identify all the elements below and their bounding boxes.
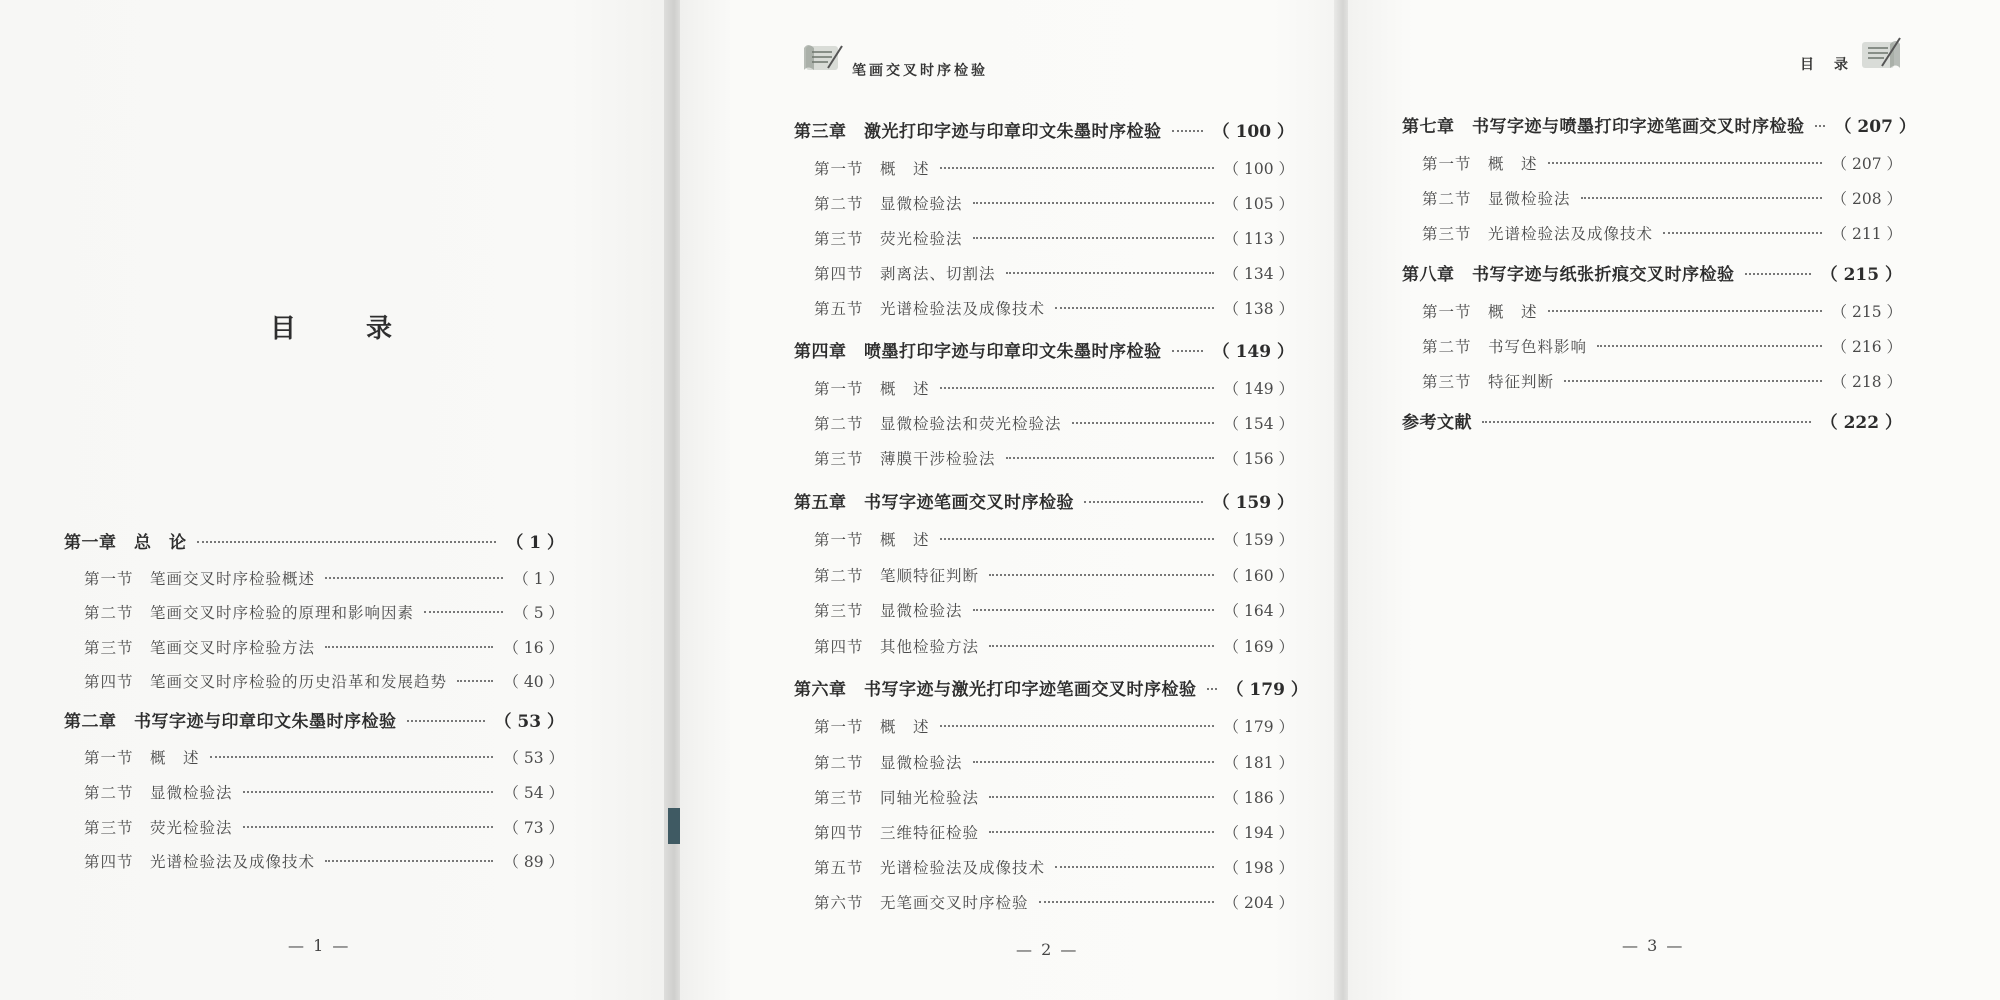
toc-entry[interactable] <box>814 635 1294 657</box>
entry-page: （ 138 ） <box>1223 300 1294 318</box>
leader-dots <box>940 725 1214 727</box>
entry-page: （ 134 ） <box>1223 265 1294 283</box>
entry-label: 第八章 书写字迹与纸张折痕交叉时序检验 <box>1402 265 1735 285</box>
entry-label: 第三节 显微检验法 <box>814 602 963 620</box>
toc-entry[interactable] <box>814 227 1294 249</box>
leader-dots <box>989 645 1214 647</box>
entry-label: 第三节 笔画交叉时序检验方法 <box>84 639 316 657</box>
entry-page: （ 89 ） <box>503 853 564 871</box>
entry-label: 第七章 书写字迹与喷墨打印字迹笔画交叉时序检验 <box>1402 117 1805 137</box>
entry-page: （ 1 ） <box>506 533 564 553</box>
toc-entry[interactable] <box>64 707 564 732</box>
entry-label: 第二节 显微检验法和荧光检验法 <box>814 415 1062 433</box>
entry-page: （ 16 ） <box>503 639 564 657</box>
entry-label: 参考文献 <box>1402 413 1472 433</box>
toc-entry[interactable] <box>84 816 564 838</box>
leader-dots <box>1663 232 1822 234</box>
entry-label: 第六节 无笔画交叉时序检验 <box>814 894 1029 912</box>
toc-entry[interactable] <box>84 746 564 768</box>
page-number: — 2 — <box>1016 940 1079 959</box>
toc-entry[interactable] <box>814 564 1294 586</box>
entry-label: 第四节 其他检验方法 <box>814 638 980 656</box>
entry-page: （ 179 ） <box>1226 680 1308 700</box>
entry-page: （ 164 ） <box>1223 602 1294 620</box>
entry-label: 第三节 同轴光检验法 <box>814 789 980 807</box>
entry-page: （ 40 ） <box>503 673 564 691</box>
toc-entry[interactable] <box>794 675 1308 700</box>
leader-dots <box>243 826 494 828</box>
leader-dots <box>1084 501 1203 503</box>
page-number: — 3 — <box>1622 936 1685 955</box>
quill-scroll-icon <box>1856 34 1904 78</box>
entry-page: （ 73 ） <box>503 819 564 837</box>
leader-dots <box>1548 310 1822 312</box>
leader-dots <box>1815 125 1825 127</box>
entry-label: 第三节 特征判断 <box>1422 373 1555 391</box>
entry-page: （ 156 ） <box>1223 450 1294 468</box>
entry-label: 第一节 概 述 <box>814 160 930 178</box>
toc-entry[interactable] <box>1422 187 1902 209</box>
running-header: 目 录 <box>1800 57 1851 73</box>
entry-label: 第一节 概 述 <box>814 718 930 736</box>
entry-label: 第二节 显微检验法 <box>814 754 963 772</box>
entry-page: （ 54 ） <box>503 784 564 802</box>
leader-dots <box>940 167 1214 169</box>
entry-page: （ 215 ） <box>1831 303 1902 321</box>
entry-page: （ 5 ） <box>513 604 564 622</box>
leader-dots <box>1207 688 1217 690</box>
toc-title: 目 录 <box>270 314 415 344</box>
leader-dots <box>1039 901 1214 903</box>
entry-label: 第三章 激光打印字迹与印章印文朱墨时序检验 <box>794 122 1162 142</box>
page-2 <box>680 0 1340 1000</box>
entry-label: 第四节 三维特征检验 <box>814 824 980 842</box>
entry-page: （ 218 ） <box>1831 373 1902 391</box>
leader-dots <box>325 646 493 648</box>
entry-label: 第一节 概 述 <box>814 380 930 398</box>
entry-page: （ 154 ） <box>1223 415 1294 433</box>
leader-dots <box>197 541 497 543</box>
toc-entry[interactable] <box>814 751 1294 773</box>
entry-page: （ 100 ） <box>1212 122 1294 142</box>
toc-entry[interactable] <box>814 786 1294 808</box>
leader-dots <box>989 796 1214 798</box>
leader-dots <box>989 831 1214 833</box>
entry-page: （ 204 ） <box>1223 894 1294 912</box>
leader-dots <box>1172 350 1203 352</box>
entry-page: （ 208 ） <box>1831 190 1902 208</box>
entry-page: （ 211 ） <box>1831 225 1902 243</box>
leader-dots <box>1482 421 1811 423</box>
leader-dots <box>1597 345 1822 347</box>
toc-entry[interactable] <box>814 528 1294 550</box>
toc-entry[interactable] <box>814 297 1294 319</box>
leader-dots <box>1006 457 1214 459</box>
leader-dots <box>1581 197 1822 199</box>
toc-entry[interactable] <box>794 337 1294 362</box>
entry-label: 第一节 概 述 <box>1422 155 1538 173</box>
entry-label: 第一章 总 论 <box>64 533 187 553</box>
toc-entry[interactable] <box>64 528 564 553</box>
entry-label: 第三节 荧光检验法 <box>814 230 963 248</box>
leader-dots <box>1072 422 1214 424</box>
page-1 <box>0 0 672 1000</box>
toc-entry[interactable] <box>814 377 1294 399</box>
page-3 <box>1348 0 2000 1000</box>
entry-label: 第二节 笔画交叉时序检验的原理和影响因素 <box>84 604 415 622</box>
entry-label: 第四节 笔画交叉时序检验的历史沿革和发展趋势 <box>84 673 448 691</box>
toc-entry[interactable] <box>84 850 564 872</box>
toc-entry[interactable] <box>794 488 1294 513</box>
toc-entry[interactable] <box>1422 370 1902 392</box>
entry-page: （ 159 ） <box>1212 493 1294 513</box>
toc-entry[interactable] <box>84 601 564 623</box>
leader-dots <box>973 761 1214 763</box>
toc-entry[interactable] <box>814 447 1294 469</box>
entry-page: （ 1 ） <box>513 570 564 588</box>
entry-page: （ 181 ） <box>1223 754 1294 772</box>
leader-dots <box>989 574 1214 576</box>
entry-label: 第二节 显微检验法 <box>814 195 963 213</box>
entry-page: （ 222 ） <box>1820 413 1902 433</box>
toc-entry[interactable] <box>1402 112 1916 137</box>
entry-page: （ 105 ） <box>1223 195 1294 213</box>
entry-page: （ 186 ） <box>1223 789 1294 807</box>
entry-label: 第四节 剥离法、切割法 <box>814 265 996 283</box>
entry-label: 第二节 显微检验法 <box>1422 190 1571 208</box>
entry-label: 第三节 薄膜干涉检验法 <box>814 450 996 468</box>
toc-entry[interactable] <box>84 781 564 803</box>
toc-entry[interactable] <box>1422 335 1902 357</box>
entry-page: （ 198 ） <box>1223 859 1294 877</box>
entry-label: 第二节 书写色料影响 <box>1422 338 1588 356</box>
toc-entry[interactable] <box>814 599 1294 621</box>
leader-dots <box>1006 272 1214 274</box>
leader-dots <box>1548 162 1822 164</box>
toc-entry[interactable] <box>794 117 1294 142</box>
entry-page: （ 179 ） <box>1223 718 1294 736</box>
entry-label: 第三节 荧光检验法 <box>84 819 233 837</box>
entry-page: （ 113 ） <box>1223 230 1294 248</box>
entry-label: 第五章 书写字迹笔画交叉时序检验 <box>794 493 1074 513</box>
leader-dots <box>1745 273 1811 275</box>
entry-label: 第一节 概 述 <box>1422 303 1538 321</box>
leader-dots <box>940 387 1214 389</box>
entry-label: 第一节 概 述 <box>84 749 200 767</box>
page-number: — 1 — <box>288 936 351 955</box>
entry-page: （ 149 ） <box>1212 342 1294 362</box>
entry-label: 第三节 光谱检验法及成像技术 <box>1422 225 1654 243</box>
leader-dots <box>243 791 494 793</box>
quill-scroll-icon <box>798 40 846 80</box>
entry-label: 第二章 书写字迹与印章印文朱墨时序检验 <box>64 712 397 732</box>
toc-entry[interactable] <box>814 715 1294 737</box>
entry-label: 第五节 光谱检验法及成像技术 <box>814 300 1046 318</box>
entry-label: 第四章 喷墨打印字迹与印章印文朱墨时序检验 <box>794 342 1162 362</box>
entry-page: （ 53 ） <box>494 712 564 732</box>
leader-dots <box>1564 380 1822 382</box>
leader-dots <box>1172 130 1203 132</box>
toc-entry[interactable] <box>814 192 1294 214</box>
entry-label: 第二节 笔顺特征判断 <box>814 567 980 585</box>
entry-page: （ 215 ） <box>1820 265 1902 285</box>
toc-entry[interactable] <box>1402 408 1902 433</box>
leader-dots <box>457 680 493 682</box>
bookmark-ribbon <box>668 808 680 844</box>
toc-entry[interactable] <box>1402 260 1902 285</box>
entry-page: （ 169 ） <box>1223 638 1294 656</box>
toc-entry[interactable] <box>814 821 1294 843</box>
entry-page: （ 194 ） <box>1223 824 1294 842</box>
entry-page: （ 207 ） <box>1831 155 1902 173</box>
leader-dots <box>973 237 1214 239</box>
leader-dots <box>973 609 1214 611</box>
leader-dots <box>325 860 493 862</box>
entry-page: （ 159 ） <box>1223 531 1294 549</box>
toc-entry[interactable] <box>1422 300 1902 322</box>
entry-label: 第一节 笔画交叉时序检验概述 <box>84 570 316 588</box>
toc-entry[interactable] <box>814 891 1294 913</box>
entry-page: （ 207 ） <box>1834 117 1916 137</box>
toc-entry[interactable] <box>814 412 1294 434</box>
leader-dots <box>325 577 503 579</box>
toc-entry[interactable] <box>84 670 564 692</box>
toc-entry[interactable] <box>1422 222 1902 244</box>
running-header: 笔画交叉时序检验 <box>852 63 988 79</box>
entry-label: 第四节 光谱检验法及成像技术 <box>84 853 316 871</box>
leader-dots <box>210 756 494 758</box>
toc-entry[interactable] <box>1422 152 1902 174</box>
toc-entry[interactable] <box>814 157 1294 179</box>
entry-label: 第一节 概 述 <box>814 531 930 549</box>
toc-entry[interactable] <box>814 262 1294 284</box>
entry-label: 第五节 光谱检验法及成像技术 <box>814 859 1046 877</box>
leader-dots <box>424 611 503 613</box>
toc-entry[interactable] <box>84 567 564 589</box>
entry-page: （ 149 ） <box>1223 380 1294 398</box>
entry-label: 第二节 显微检验法 <box>84 784 233 802</box>
leader-dots <box>940 538 1214 540</box>
leader-dots <box>1055 307 1214 309</box>
leader-dots <box>973 202 1214 204</box>
entry-page: （ 100 ） <box>1223 160 1294 178</box>
leader-dots <box>407 720 485 722</box>
entry-label: 第六章 书写字迹与激光打印字迹笔画交叉时序检验 <box>794 680 1197 700</box>
leader-dots <box>1055 866 1214 868</box>
toc-entry[interactable] <box>814 856 1294 878</box>
entry-page: （ 53 ） <box>503 749 564 767</box>
entry-page: （ 160 ） <box>1223 567 1294 585</box>
entry-page: （ 216 ） <box>1831 338 1902 356</box>
toc-entry[interactable] <box>84 636 564 658</box>
